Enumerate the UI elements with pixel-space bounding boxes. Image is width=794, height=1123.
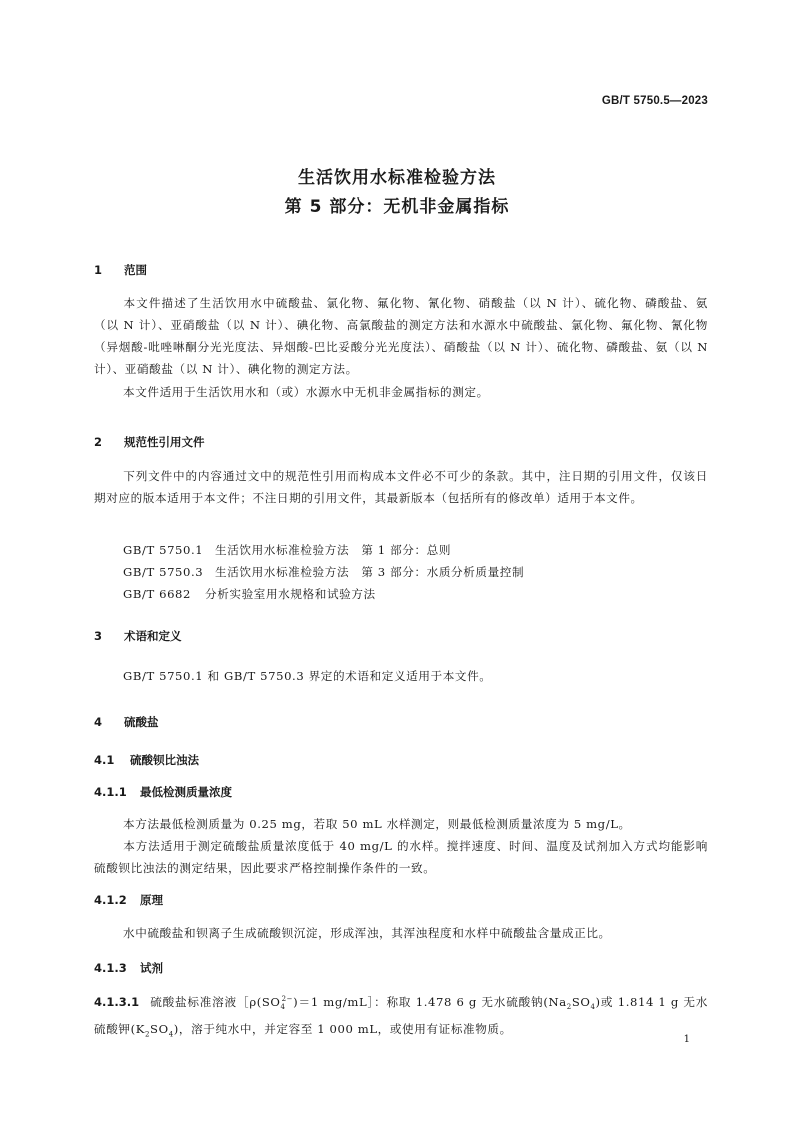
paragraph [94, 665, 708, 687]
reference-code: GB/T 6682 [123, 587, 192, 601]
paragraph [94, 922, 708, 944]
subsection-4-1-heading [94, 752, 199, 768]
section-number: 1 [94, 263, 103, 277]
paragraph-text: SO [571, 994, 591, 1009]
paragraph-text: 水中硫酸盐和钡离子生成硫酸钡沉淀，形成浑浊，其浑浊程度和水样中硫酸盐含量成正比。 [123, 926, 611, 940]
subsection-4-1-1-heading [94, 784, 232, 800]
reference-title: 生活饮用水标准检验方法 第 1 部分：总则 [215, 543, 452, 557]
section-1-heading [94, 262, 147, 278]
clause-number: 4.1.3.1 [94, 994, 140, 1009]
section-title: 硫酸盐 [124, 715, 159, 729]
reference-code: GB/T 5750.3 [123, 565, 204, 579]
section-title: 硫酸钡比浊法 [130, 753, 199, 767]
page-number: 1 [683, 1034, 690, 1045]
section-3-heading [94, 628, 182, 644]
document-subtitle: 第 5 部分：无机非金属指标 [284, 197, 510, 217]
document-title: 生活饮用水标准检验方法 [298, 168, 496, 188]
section-title: 最低检测质量浓度 [140, 785, 232, 799]
paragraph-text: SO [150, 1022, 169, 1037]
section-number: 3 [94, 629, 103, 643]
reference-item [123, 586, 376, 602]
paragraph-text: 本文件描述了生活饮用水中硫酸盐、氯化物、氟化物、氰化物、硝酸盐（以 N 计）、硫化物、磷酸盐、氨（以 N 计）、亚硝酸盐（以 N 计）、碘化物、高氯酸盐的测定方法和水源水中硫酸盐、氯化物、氟化物、氰化物（异烟酸-吡唑啉酮分光光度法、异烟酸-巴比妥酸分光光度法）、硝酸盐（以 N 计）、硫化物、磷酸盐、氨（以 N 计）、亚硝酸盐（以 N 计）、碘化物的测定方法。 [94, 296, 708, 376]
reference-title: 生活饮用水标准检验方法 第 3 部分：水质分析质量控制 [215, 565, 525, 579]
section-number: 4 [94, 715, 103, 729]
reference-item [123, 564, 524, 580]
section-number: 4.1.2 [94, 893, 127, 907]
paragraph-text: 硫酸盐标准溶液［ρ(SO [150, 994, 281, 1009]
paragraph-text: 本方法适用于测定硫酸盐质量浓度低于 40 mg/L 的水样。搅拌速度、时间、温度及试剂加入方式均能影响硫酸钡比浊法的测定结果，因此要求严格控制操作条件的一致。 [94, 839, 708, 875]
paragraph-text: 下列文件中的内容通过文中的规范性引用而构成本文件必不可少的条款。其中，注日期的引用文件，仅该日期对应的版本适用于本文件；不注日期的引用文件，其最新版本（包括所有的修改单）适用于本文件。 [94, 469, 708, 505]
subsection-4-1-2-heading [94, 892, 163, 908]
reference-title: 分析实验室用水规格和试验方法 [205, 587, 376, 601]
paragraph [94, 292, 708, 380]
section-number: 4.1.3 [94, 961, 127, 975]
paragraph: 4.1.3.1 硫酸盐标准溶液$[\rho(SO_4^{2-})=1$ mg/mL］：称取 1.478 6 g 无水硫酸钠$(Na_2SO_4)$或 1.814 1 g 无水硫酸钾$(K_2SO_4)$，溶于纯水中，并定容至 1 000 mL，或使用有证标准物质。 [94, 988, 708, 1045]
section-number: 2 [94, 435, 103, 449]
section-title: 原理 [140, 893, 163, 907]
paragraph-text: )或 1.814 1 g 无水硫酸钾(K [94, 994, 708, 1037]
standard-number: GB/T 5750.5—2023 [601, 95, 708, 107]
reference-code: GB/T 5750.1 [123, 543, 204, 557]
section-title: 规范性引用文件 [124, 435, 205, 449]
paragraph [94, 465, 708, 509]
reference-item [123, 542, 451, 558]
section-number: 4.1 [94, 753, 115, 767]
paragraph-text: 本文件适用于生活饮用水和（或）水源水中无机非金属指标的测定。 [123, 385, 489, 399]
subsection-4-1-3-heading [94, 960, 163, 976]
section-2-heading [94, 434, 205, 450]
paragraph [94, 835, 708, 879]
paragraph-text: )，溶于纯水中，并定容至 1 000 mL，或使用有证标准物质。 [173, 1022, 512, 1037]
paragraph [94, 381, 708, 403]
paragraph [94, 813, 708, 835]
paragraph-text: GB/T 5750.1 和 GB/T 5750.3 界定的术语和定义适用于本文件。 [123, 669, 492, 683]
section-4-heading [94, 714, 159, 730]
section-title: 术语和定义 [124, 629, 182, 643]
paragraph-text: 本方法最低检测质量为 0.25 mg，若取 50 mL 水样测定，则最低检测质量浓度为 5 mg/L。 [123, 817, 631, 831]
section-title: 范围 [124, 263, 147, 277]
paragraph-text: )＝1 mg/mL］：称取 1.478 6 g 无水硫酸钠(Na [293, 994, 567, 1009]
section-number: 4.1.1 [94, 785, 127, 799]
section-title: 试剂 [140, 961, 163, 975]
